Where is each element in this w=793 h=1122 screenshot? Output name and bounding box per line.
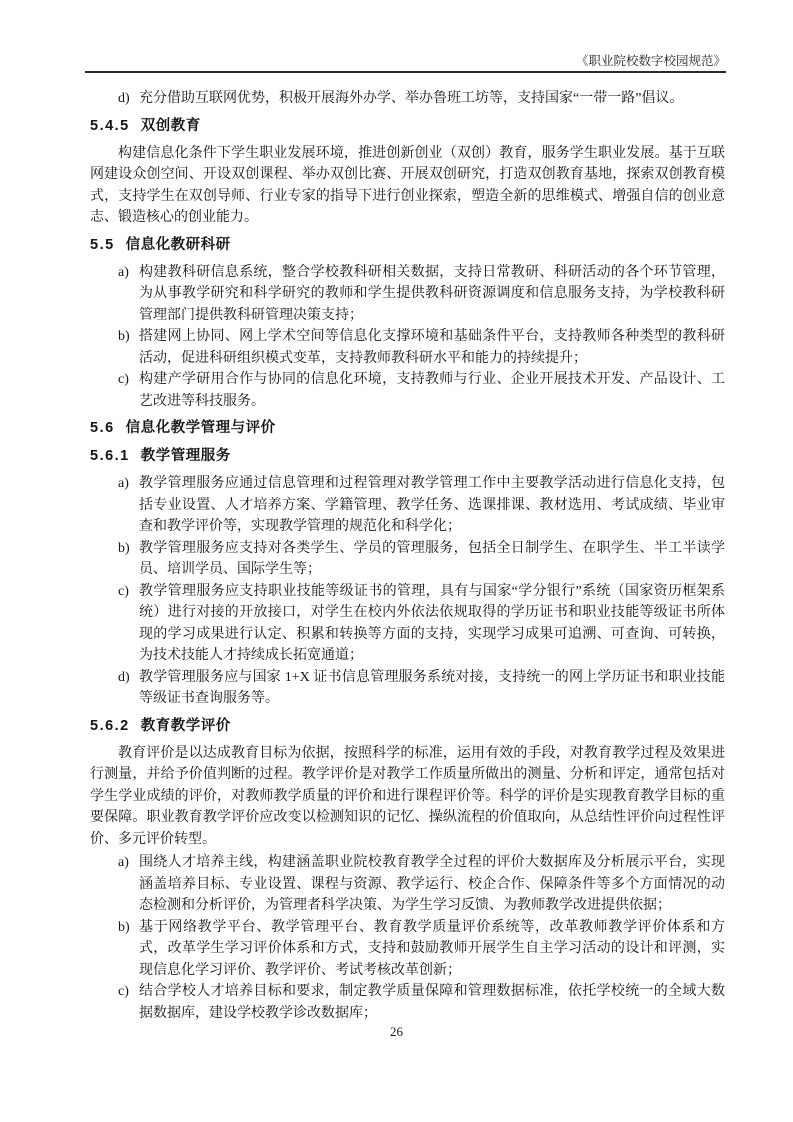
header-rule [85, 71, 726, 73]
running-header-title: 《职业院校数字校园规范》 [575, 54, 726, 68]
heading-number: 5.5 [90, 236, 115, 253]
list-item-marker: d) [118, 91, 130, 106]
list-item [90, 667, 725, 710]
list-item [90, 538, 725, 581]
heading-title: 信息化教研科研 [125, 236, 231, 253]
list-item [90, 88, 725, 110]
list-5-6-1 [90, 473, 725, 710]
section-heading-5-5 [90, 234, 725, 256]
list-item-marker: b) [118, 540, 130, 556]
list-item-marker: b) [118, 919, 130, 935]
list-item-text: 教学管理服务应与国家 1+X 证书信息管理服务系统对接，支持统一的网上学历证书和职业技能等级证书查询服务等。 [139, 669, 725, 706]
list-5-6-2 [90, 852, 725, 1024]
list-item-text: 教学管理服务应通过信息管理和过程管理对教学管理工作中主要教学活动进行信息化支持，包括专业设置、人才培养方案、学籍管理、教学任务、选课排课、教材选用、考试成绩、毕业审查和教学评价等，实现教学管理的规范化和科学化； [139, 476, 725, 534]
page-number: 26 [390, 1024, 403, 1039]
paragraph: 教育评价是以达成教育目标为依据，按照科学的标准，运用有效的手段，对教育教学过程及效果进行测量，并给予价值判断的过程。教学评价是对教学工作质量所做出的测量、分析和评定，通常包括对学生学业成绩的评价，对教师教学质量的评价和进行课程评价等。科学的评价是实现教育教学目标的重要保障。职业教育教学评价应改变以检测知识的记忆、操纵流程的价值取向，从总结性评价向过程性评价、多元评价转型。 [90, 745, 725, 847]
heading-number: 5.6 [90, 420, 115, 436]
heading-number: 5.4.5 [90, 117, 130, 134]
list-item [90, 581, 725, 667]
list-item-marker: d) [118, 669, 130, 685]
section-heading-5-6-2 [90, 715, 725, 737]
page-footer [0, 1024, 793, 1040]
list-item-text: 围绕人才培养主线，构建涵盖职业院校教育教学全过程的评价大数据库及分析展示平台，实现涵盖培养目标、专业设置、课程与资源、教学运行、校企合作、保障条件等多个方面情况的动态检测和分析评价，为管理者科学决策、为学生学习反馈、为教师教学改进提供依据； [139, 855, 725, 913]
list-item-text: 教学管理服务应支持职业技能等级证书的管理，具有与国家“学分银行”系统（国家资历框架系统）进行对接的开放接口，对学生在校内外依法依规取得的学历证书和职业技能等级证书所体现的学习成果进行认定、积累和转换等方面的支持，实现学习成果可追溯、可查询、可转换，为技术技能人才持续成长拓宽通道； [139, 583, 725, 663]
section-heading-5-4-5 [90, 115, 725, 137]
list-item-marker: a) [118, 264, 129, 280]
list-item-marker: c) [118, 583, 129, 599]
heading-number: 5.6.2 [90, 717, 130, 734]
heading-number: 5.6.1 [90, 448, 130, 464]
heading-title: 教育教学评价 [140, 717, 231, 734]
list-item-text: 搭建网上协同、网上学术空间等信息化支撑环境和基础条件平台，支持教师各种类型的教科研活动，促进科研组织模式变革，支持教师教科研水平和能力的持续提升； [139, 329, 725, 366]
list-item-text: 充分借助互联网优势，积极开展海外办学、举办鲁班工坊等，支持国家“一带一路”倡议。 [139, 91, 684, 106]
list-item [90, 473, 725, 538]
list-item-text: 构建教科研信息系统，整合学校教科研相关数据，支持日常教研、科研活动的各个环节管理，为从事教学研究和科学研究的教师和学生提供教科研资源调度和信息服务支持，为学校教科研管理部门提供教科研管理决策支持； [139, 264, 725, 323]
list-item [90, 262, 725, 327]
running-header [86, 54, 726, 69]
list-item-marker: c) [118, 984, 129, 999]
list-item-text: 基于网络教学平台、教学管理平台、教育教学质量评价系统等，改革教师教学评价体系和方式，改革学生学习评价体系和方式，支持和鼓励教师开展学生自主学习活动的设计和评测，实现信息化学习评价、教学评价、考试考核改革创新； [139, 919, 725, 978]
list-item-marker: a) [118, 855, 129, 870]
list-item-marker: b) [118, 329, 130, 344]
list-5-5 [90, 262, 725, 413]
paragraph: 构建信息化条件下学生职业发展环境，推进创新创业（双创）教育，服务学生职业发展。基于互联网建设众创空间、开设双创课程、举办双创比赛、开展双创研究，打造双创教育基地，探索双创教育模式，支持学生在双创导师、行业专家的指导下进行创业探索，塑造全新的思维模式、增强自信的创业意志、锻造核心的创业能力。 [90, 145, 725, 225]
list-item-text: 构建产学研用合作与协同的信息化环境，支持教师与行业、企业开展技术开发、产品设计、工艺改进等科技服务。 [139, 372, 725, 409]
document-body [90, 88, 725, 1024]
list-item-text: 教学管理服务应支持对各类学生、学员的管理服务，包括全日制学生、在职学生、半工半读学员、培训学员、国际学生等； [139, 540, 725, 577]
heading-title: 信息化教学管理与评价 [125, 420, 276, 436]
heading-title: 双创教育 [140, 117, 201, 134]
list-item [90, 917, 725, 982]
section-heading-5-6-1 [90, 445, 725, 467]
list-item-marker: a) [118, 476, 129, 491]
list-item [90, 326, 725, 369]
list-item [90, 981, 725, 1024]
section-heading-5-6 [90, 417, 725, 439]
list-item [90, 369, 725, 412]
list-item [90, 852, 725, 917]
heading-title: 教学管理服务 [140, 448, 231, 464]
list-item-text: 结合学校人才培养目标和要求，制定教学质量保障和管理数据标准，依托学校统一的全域大数据数据库，建设学校教学诊改数据库； [139, 984, 725, 1021]
list-item-marker: c) [118, 372, 129, 387]
